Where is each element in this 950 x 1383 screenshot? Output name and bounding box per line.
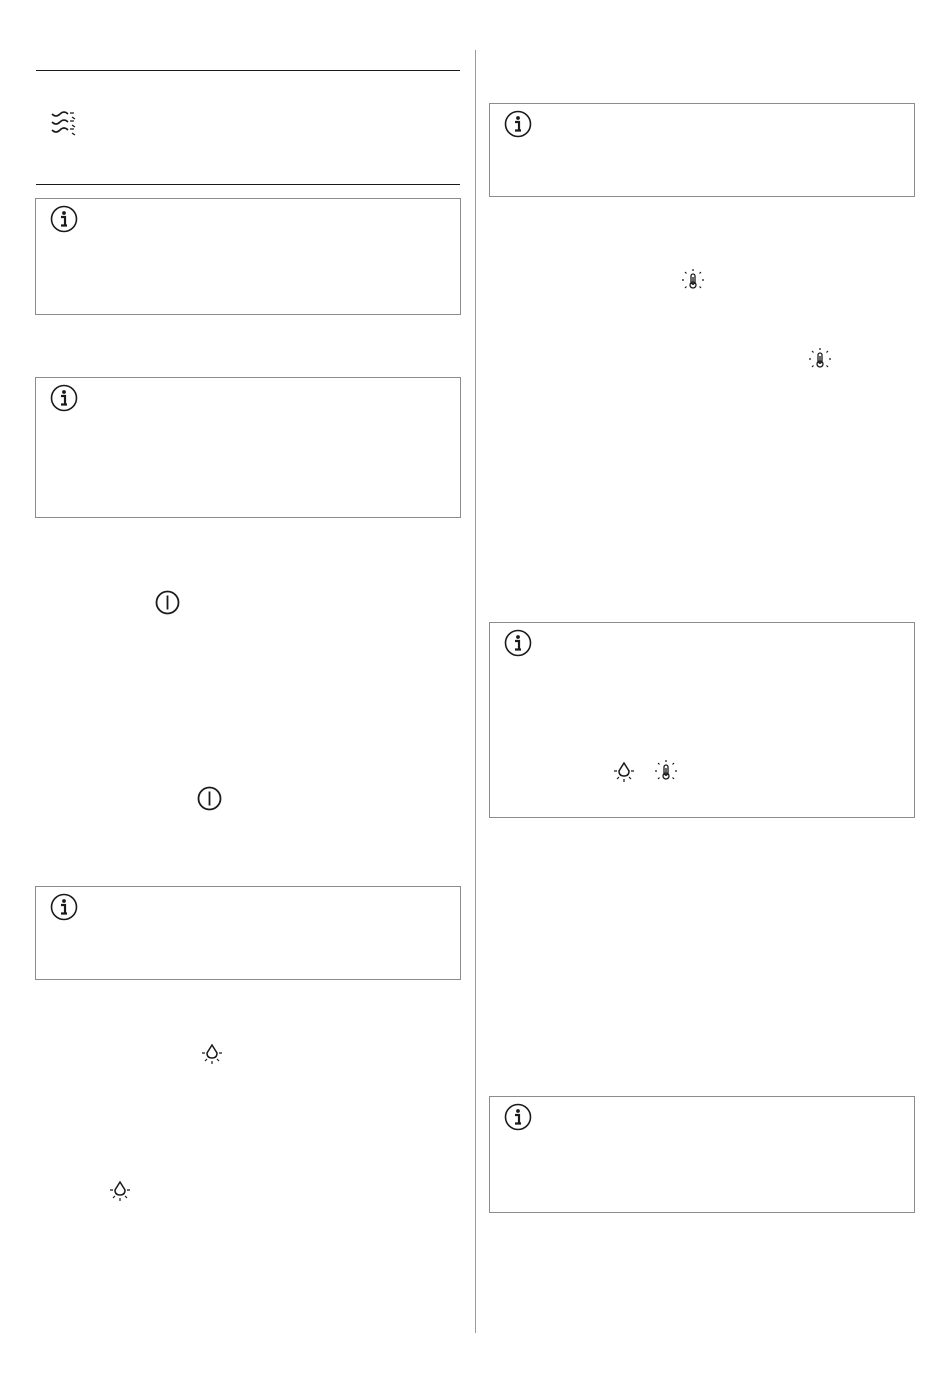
temperature-indicator-icon	[807, 347, 833, 373]
info-icon	[504, 110, 532, 138]
section-bottom-rule	[36, 184, 460, 185]
steam-waves-icon	[50, 111, 78, 137]
info-note-box	[35, 377, 461, 518]
light-bulb-icon	[199, 1041, 225, 1067]
temperature-indicator-icon	[680, 268, 706, 294]
info-icon	[50, 893, 78, 921]
info-note-box	[35, 886, 461, 980]
light-bulb-icon	[107, 1178, 133, 1204]
section-top-rule	[36, 70, 460, 71]
power-icon	[155, 590, 180, 615]
info-note-box	[489, 103, 915, 197]
temperature-indicator-icon	[653, 759, 679, 785]
info-note-box	[489, 622, 915, 818]
info-icon	[50, 205, 78, 233]
info-icon	[50, 384, 78, 412]
info-note-box	[489, 1096, 915, 1213]
light-bulb-icon	[611, 759, 637, 785]
power-icon	[197, 786, 222, 811]
info-note-box	[35, 198, 461, 315]
info-icon	[504, 629, 532, 657]
column-divider	[475, 50, 476, 1333]
info-icon	[504, 1103, 532, 1131]
